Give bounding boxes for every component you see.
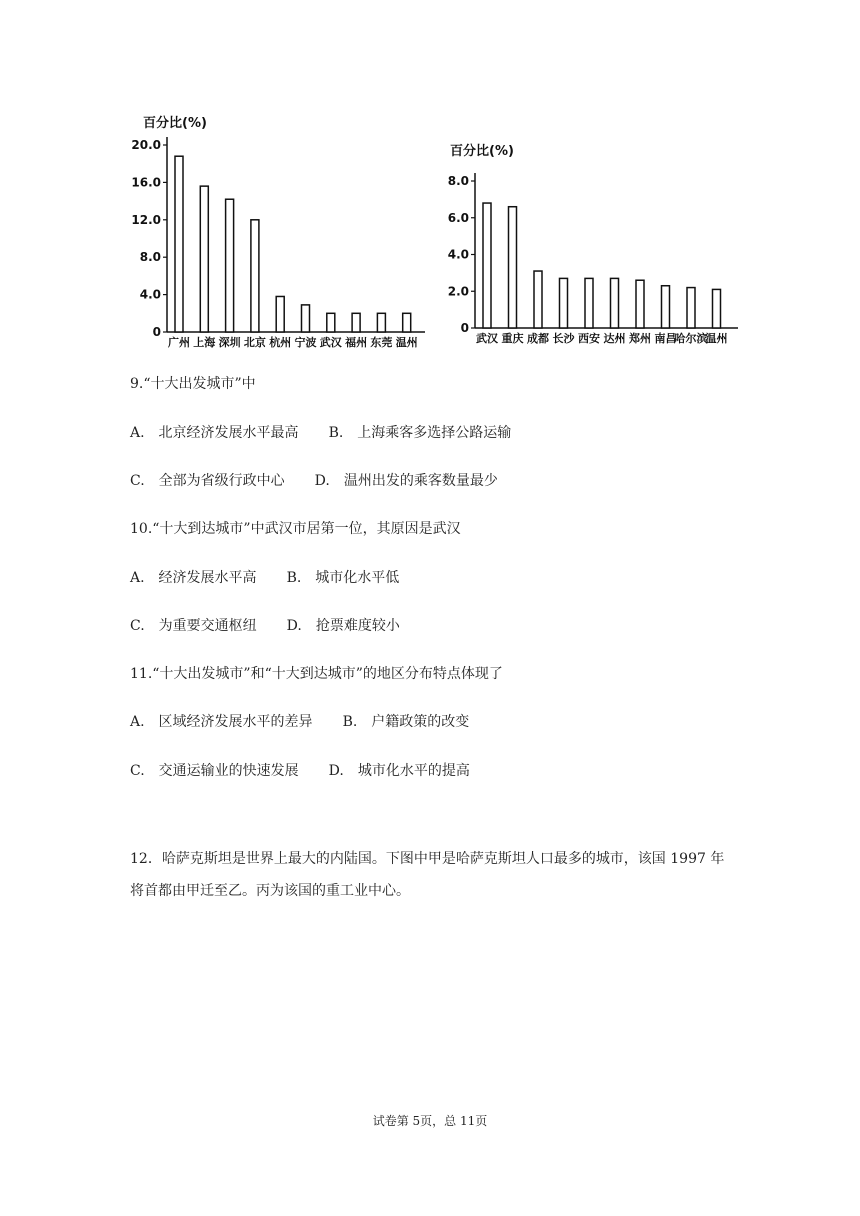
bar xyxy=(534,271,542,328)
x-tick-label: 北京 xyxy=(243,336,266,349)
bar xyxy=(585,278,593,328)
bar xyxy=(687,288,695,328)
question-11-options-cd xyxy=(130,760,470,780)
bar xyxy=(276,296,284,332)
chart-svg xyxy=(440,135,760,355)
bar xyxy=(662,286,670,328)
bar xyxy=(327,313,335,332)
x-tick-label: 南昌 xyxy=(654,332,677,345)
bar xyxy=(200,186,208,332)
question-11-options-ab xyxy=(130,711,469,731)
option-c[interactable]: C. 交通运输业的快速发展 xyxy=(130,763,299,779)
x-tick-label: 成都 xyxy=(527,332,549,345)
x-tick-label: 达州 xyxy=(603,332,626,345)
option-c[interactable]: C. 全部为省级行政中心 xyxy=(130,473,285,489)
bar xyxy=(352,313,360,332)
bar xyxy=(226,199,234,332)
bar xyxy=(611,278,619,328)
x-tick-label: 重庆 xyxy=(501,332,524,345)
x-tick-label: 温州 xyxy=(395,336,418,349)
option-d[interactable]: D. 抢票难度较小 xyxy=(286,618,400,634)
option-b[interactable]: B. 上海乘客多选择公路运输 xyxy=(328,425,512,441)
question-9-stem: 9.“十大出发城市”中 xyxy=(130,376,256,392)
y-tick-label: 0 xyxy=(460,321,469,335)
bar xyxy=(636,280,644,328)
x-tick-label: 福州 xyxy=(345,336,368,349)
y-tick-label: 20.0 xyxy=(131,138,161,152)
option-d[interactable]: D. 温州出发的乘客数量最少 xyxy=(314,473,498,489)
question-11-stem: 11.“十大出发城市”和“十大到达城市”的地区分布特点体现了 xyxy=(130,666,503,682)
y-tick-label: 16.0 xyxy=(131,175,161,190)
y-tick-label: 0 xyxy=(152,325,161,339)
y-tick-label: 12.0 xyxy=(131,212,161,227)
bar xyxy=(509,207,517,328)
y-tick-label: 8.0 xyxy=(139,250,161,265)
x-tick-label: 深圳 xyxy=(218,336,241,349)
x-tick-label: 广州 xyxy=(168,336,190,349)
option-a[interactable]: A. 北京经济发展水平最高 xyxy=(130,425,299,441)
x-tick-label: 东莞 xyxy=(370,336,393,349)
bar xyxy=(175,156,183,332)
option-d[interactable]: D. 城市化水平的提高 xyxy=(328,763,470,779)
x-tick-label: 哈尔滨 xyxy=(674,332,708,345)
y-tick-label: 6.0 xyxy=(447,210,469,225)
arrival-cities-chart xyxy=(440,135,760,355)
chart-svg xyxy=(125,105,425,355)
option-b[interactable]: B. 户籍政策的改变 xyxy=(342,714,470,730)
question-10-stem: 10.“十大到达城市”中武汉市居第一位，其原因是武汉 xyxy=(130,521,461,537)
option-a[interactable]: A. 经济发展水平高 xyxy=(130,570,257,586)
bar xyxy=(713,289,721,328)
bar xyxy=(377,313,385,332)
page-footer: 试卷第 5页，总 11页 xyxy=(372,1114,488,1128)
x-tick-label: 郑州 xyxy=(629,332,651,345)
question-12-text: 12．哈萨克斯坦是世界上最大的内陆国。下图中甲是哈萨克斯坦人口最多的城市，该国 1997 年将首都由甲迁至乙。丙为该国的重工业中心。 xyxy=(130,851,725,899)
option-b[interactable]: B. 城市化水平低 xyxy=(286,570,400,586)
option-a[interactable]: A. 区域经济发展水平的差异 xyxy=(130,714,313,730)
x-tick-label: 上海 xyxy=(193,336,216,349)
x-tick-label: 武汉 xyxy=(476,332,498,345)
y-tick-label: 4.0 xyxy=(447,247,469,262)
question-9-options-cd xyxy=(130,470,498,490)
y-axis-label: 百分比(%) xyxy=(143,116,207,131)
question-10-options-cd xyxy=(130,615,400,635)
bar xyxy=(403,313,411,332)
question-9-options-ab xyxy=(130,422,511,442)
y-axis-label: 百分比(%) xyxy=(450,144,514,159)
x-tick-label: 杭州 xyxy=(269,336,292,349)
bar xyxy=(251,220,259,332)
y-tick-label: 2.0 xyxy=(447,284,469,299)
x-tick-label: 宁波 xyxy=(294,336,317,349)
x-tick-label: 长沙 xyxy=(552,332,575,345)
question-10-options-ab xyxy=(130,567,399,587)
y-tick-label: 8.0 xyxy=(447,174,469,188)
y-tick-label: 4.0 xyxy=(139,287,161,302)
x-tick-label: 西安 xyxy=(578,332,600,345)
bar xyxy=(302,305,310,332)
bar xyxy=(560,278,568,328)
option-c[interactable]: C. 为重要交通枢纽 xyxy=(130,618,257,634)
departure-cities-chart xyxy=(125,105,425,355)
x-tick-label: 武汉 xyxy=(319,336,342,349)
bar xyxy=(483,203,491,328)
x-tick-label: 温州 xyxy=(705,332,728,345)
